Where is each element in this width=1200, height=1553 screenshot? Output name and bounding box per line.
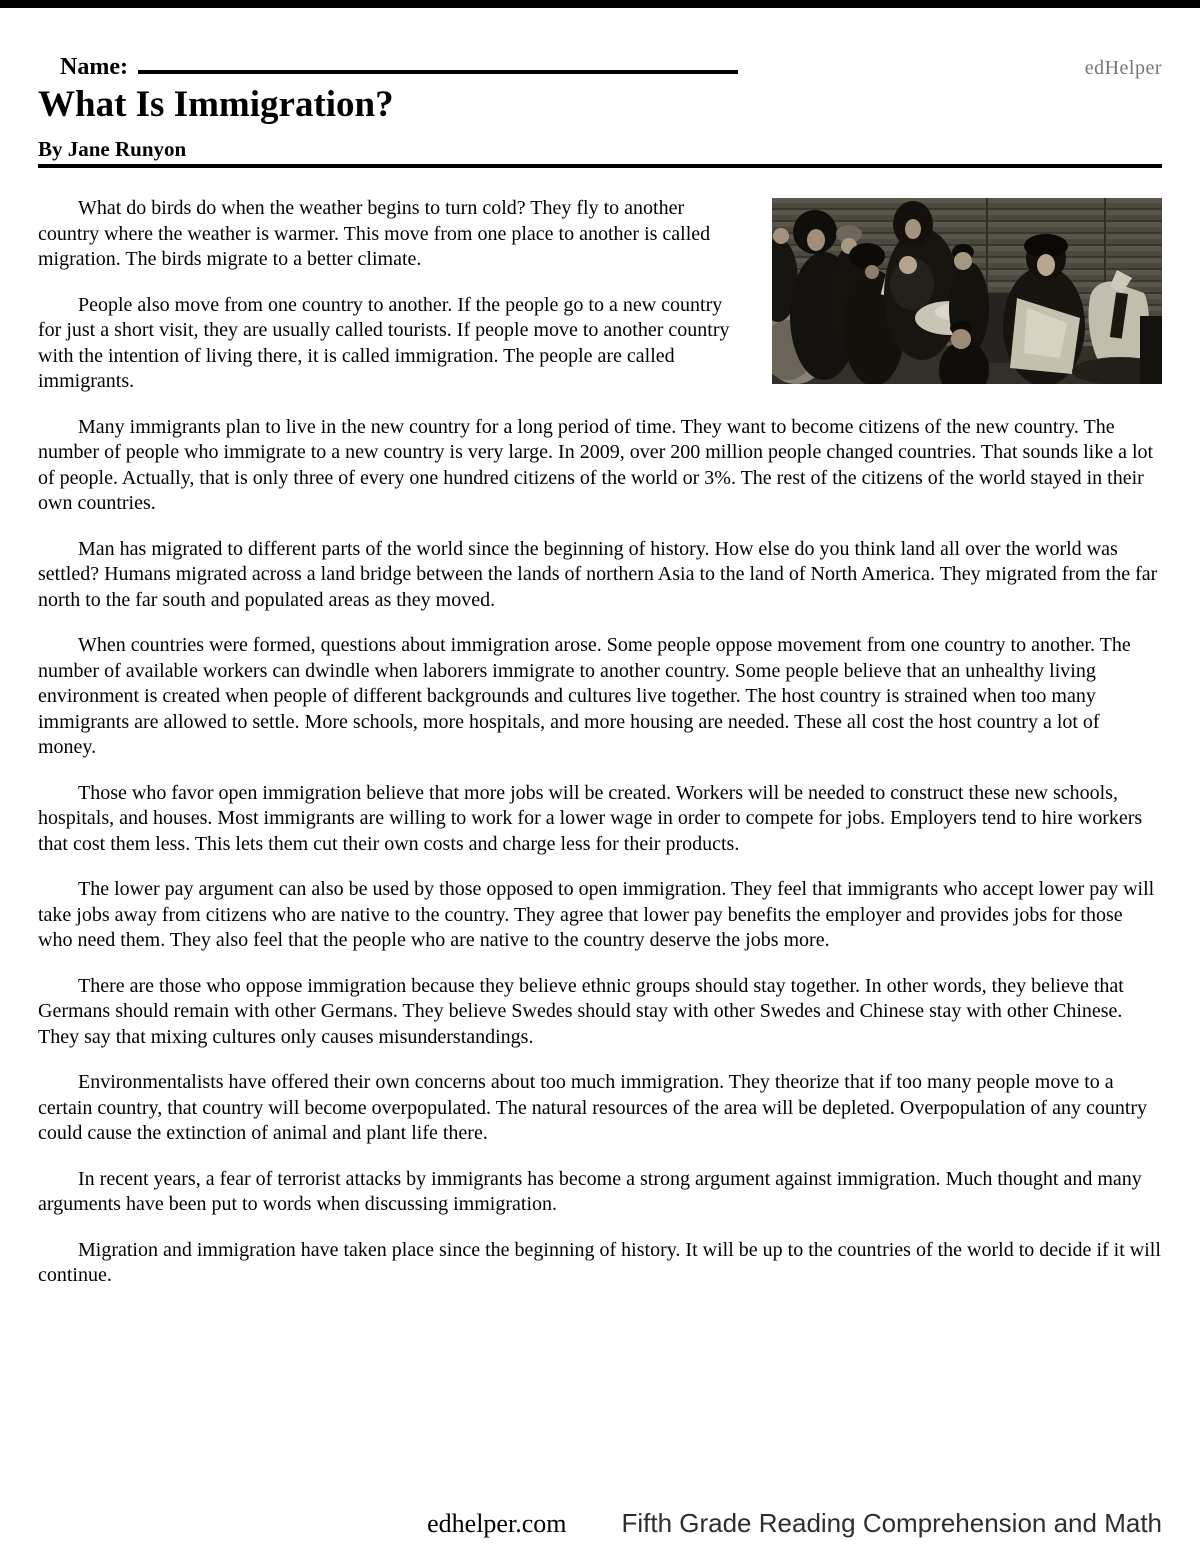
paragraph-8: There are those who oppose immigration because they believe ethnic groups should stay together. In other words, they believe that Germans should remain with other Germans. They believe Swedes should stay with other Swedes and Chinese stay with other Chinese. They say that mixing cultures only causes misunderstandings. — [38, 974, 1124, 1048]
article-body — [38, 196, 1162, 1289]
page-top-edge-bar — [0, 0, 1200, 8]
header-divider — [38, 164, 1162, 168]
name-row — [38, 54, 1162, 81]
footer-site: edhelper.com — [427, 1509, 567, 1538]
byline: By Jane Runyon — [38, 137, 187, 161]
footer-tagline: Fifth Grade Reading Comprehension and Math — [621, 1508, 1162, 1538]
paragraph-5: When countries were formed, questions about immigration arose. Some people oppose movement from one country to another. The number of available workers can dwindle when laborers immigrate to another country. Some people believe that an unhealthy living environment is created when people of different backgrounds and cultures live together. The host country is strained when too many immigrants are allowed to settle. More schools, more hospitals, and more housing are needed. These all cost the host country a lot of money. — [38, 634, 1131, 758]
page-footer — [38, 1508, 1162, 1539]
edhelper-brand: edHelper — [1084, 57, 1162, 79]
paragraph-11: Migration and immigration have taken place since the beginning of history. It will be up to the countries of the world to decide if it will continue. — [38, 1238, 1161, 1286]
paragraph-2: People also move from one country to another. If the people go to a new country for just a short visit, they are usually called tourists. If people move to another country with the intention of living there, it is called immigration. The people are called immigrants. — [38, 293, 730, 392]
paragraph-7: The lower pay argument can also be used by those opposed to open immigration. They feel that immigrants who accept lower pay will take jobs away from citizens who are native to the country. They agree that lower pay benefits the employer and provides jobs for those who need them. They also feel that the people who are native to the country deserve the jobs more. — [38, 878, 1155, 951]
name-label: Name: — [60, 54, 128, 80]
paragraph-10: In recent years, a fear of terrorist attacks by immigrants has become a strong argument against immigration. Much thought and many arguments have been put to words when discussing immigration. — [38, 1167, 1142, 1215]
paragraph-4: Man has migrated to different parts of the world since the beginning of history. How else do you think land all over the world was settled? Humans migrated across a land bridge between the lands of northern Asia to the land of North America. They migrated from the far north to the far south and populated areas as they moved. — [38, 537, 1158, 611]
paragraph-1: What do birds do when the weather begins to turn cold? They fly to another country where the weather is warmer. This move from one place to another is called migration. The birds migrate to a better climate. — [38, 197, 711, 270]
page-title: What Is Immigration? — [38, 84, 394, 125]
immigrants-photo-graphic — [772, 198, 1162, 384]
paragraph-6: Those who favor open immigration believe that more jobs will be created. Workers will be needed to construct these new schools, hospitals, and houses. Most immigrants are willing to work for a lower wage in order to compete for jobs. Employers tend to hire workers that cost them less. This lets them cut their own costs and charge less for their products. — [38, 781, 1143, 855]
name-fill-in-line[interactable] — [138, 56, 738, 74]
immigrants-photo — [772, 198, 1162, 384]
paragraph-3: Many immigrants plan to live in the new country for a long period of time. They want to become citizens of the new country. The number of people who immigrate to a new country is very large. In 2009, over 200 million people changed countries. That sounds like a lot of people. Actually, that is only three of every one hundred citizens of the world or 3%. The rest of the citizens of the world stayed in their own countries. — [38, 415, 1154, 514]
paragraph-9: Environmentalists have offered their own concerns about too much immigration. They theorize that if too many people move to a certain country, that country will become overpopulated. The natural resources of the area will be depleted. Overpopulation of any country could cause the extinction of animal and plant life there. — [38, 1071, 1148, 1144]
worksheet-header — [0, 0, 1200, 168]
